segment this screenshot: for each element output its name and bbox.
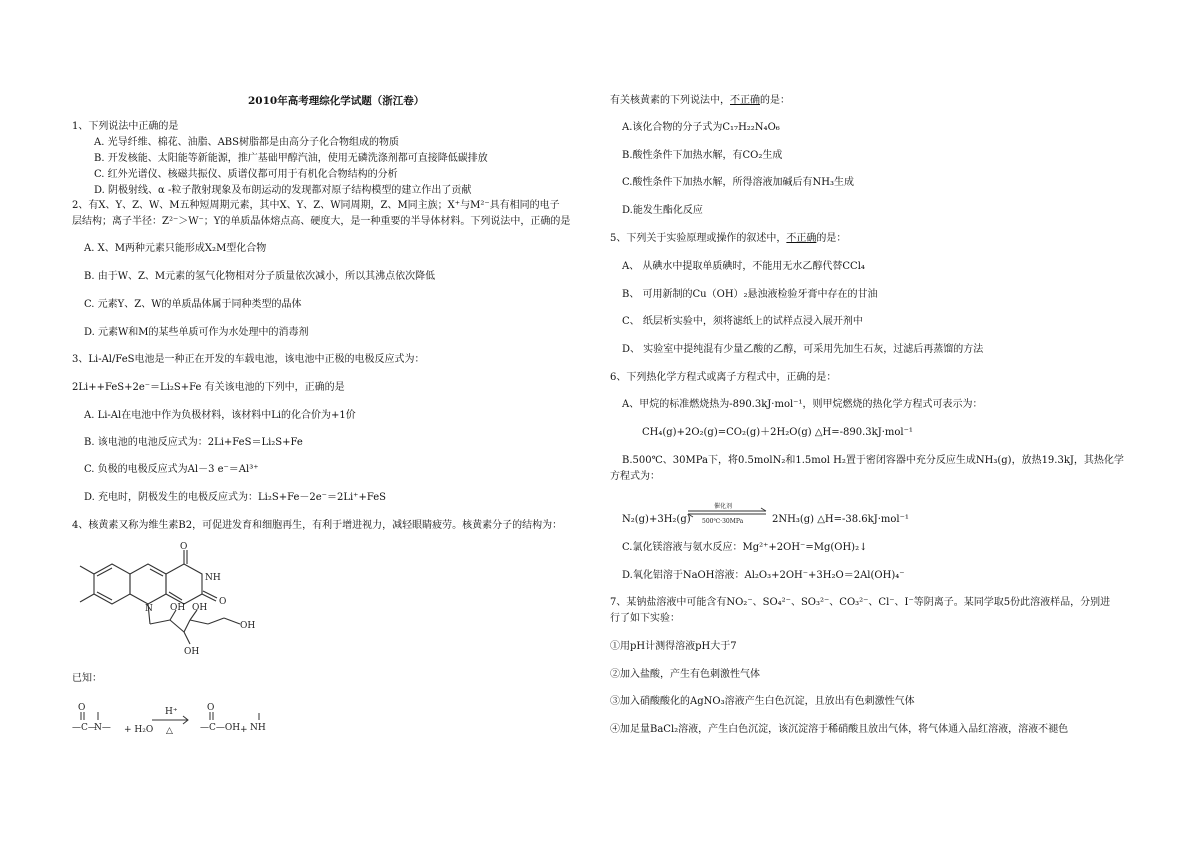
q6-option-d: D.氧化铝溶于NaOH溶液：Al₂O₃+2OH⁻+3H₂O＝2Al(OH)₄⁻ [622, 570, 905, 581]
atom-o-top: O [180, 542, 188, 552]
reactant-o: O [78, 703, 86, 713]
q2-stem-line1: 2、有X、Y、Z、W、M五种短周期元素，其中X、Y、Z、W同周期，Z、M同主族；X⁺与M²⁻具有相同的电子 [72, 200, 560, 211]
reactant-c: —C— [72, 723, 97, 733]
q6-option-a-equation: CH₄(g)+2O₂(g)=CO₂(g)＋2H₂O(g) △H=-890.3kJ·mol⁻¹ [642, 427, 913, 438]
q4-option-b: B.酸性条件下加热水解，有CO₂生成 [622, 150, 783, 161]
q4-intro: 有关核黄素的下列说法中，不正确的是： [610, 95, 790, 106]
q7-step-3: ③加入硝酸酸化的AgNO₃溶液产生白色沉淀，且放出有色刺激性气体 [610, 696, 915, 707]
q3-option-c: C. 负极的电极反应式为Al－3 e⁻＝Al³⁺ [84, 464, 259, 475]
reactant-n: N— [94, 723, 111, 733]
product-nh: NH [250, 723, 266, 733]
q3-equation: 2Li++FeS+2e⁻＝Li₂S+Fe 有关该电池的下列中，正确的是 [72, 382, 345, 393]
product-o: O [207, 703, 215, 713]
q6-option-a: A、甲烷的标准燃烧热为-890.3kJ·mol⁻¹，则甲烷燃烧的热化学方程式可表示为： [622, 399, 983, 410]
q5-option-d: D、 实验室中提纯混有少量乙酸的乙醇，可采用先加生石灰，过滤后再蒸馏的方法 [622, 344, 984, 355]
q3-option-b: B. 该电池的电池反应式为：2Li+FeS＝Li₂S+Fe [84, 437, 303, 448]
q2-option-d: D. 元素W和M的某些单质可作为水处理中的消毒剂 [84, 327, 309, 338]
q6-option-b-line2: 方程式为： [610, 471, 660, 482]
q4-intro-emphasis: 不正确 [730, 95, 760, 106]
q2-stem-line2: 层结构；离子半径：Z²⁻＞W⁻；Y的单质晶体熔点高、硬度大，是一种重要的半导体材料。下列说法中，正确的是 [72, 216, 571, 227]
q4-stem: 4、核黄素又称为维生素B2，可促进发育和细胞再生，有利于增进视力，减轻眼睛疲劳。核黄素分子的结构为： [72, 520, 563, 531]
atom-nh: NH [205, 573, 221, 583]
q5-option-a: A、 从碘水中提取单质碘时，不能用无水乙醇代替CCl₄ [622, 261, 865, 272]
reversible-arrow [686, 501, 768, 525]
q6-option-c: C.氯化镁溶液与氨水反应：Mg²⁺+2OH⁻=Mg(OH)₂↓ [622, 542, 868, 553]
q2-option-b: B. 由于W、Z、M元素的氢气化物相对分子质量依次减小，所以其沸点依次降低 [84, 271, 436, 282]
atom-oh-2: OH [192, 603, 208, 613]
page-title: 2010年高考理综化学试题（浙江卷） [248, 95, 425, 107]
atom-oh-3: OH [184, 647, 200, 657]
q6-option-b-right: 2NH₃(g) △H=-38.6kJ·mol⁻¹ [772, 514, 909, 525]
q1-option-a: A. 光导纤维、棉花、油脂、ABS树脂都是由高分子化合物组成的物质 [94, 137, 399, 148]
q7-step-2: ②加入盐酸，产生有色刺激性气体 [610, 669, 760, 680]
q2-option-a: A. X、M两种元素只能形成X₂M型化合物 [84, 243, 267, 254]
q7-stem-line2: 行了如下实验： [610, 613, 680, 624]
arrow-condition-top: 催化剂 [714, 503, 733, 510]
q4-known: 已知： [72, 673, 102, 684]
q4-option-a: A.该化合物的分子式为C₁₇H₂₂N₄O₆ [622, 122, 780, 133]
q7-stem-line1: 7、某钠盐溶液中可能含有NO₂⁻、SO₄²⁻、SO₃²⁻、CO₃²⁻、Cl⁻、I⁻等阴离子。某同学取5份此溶液样品，分别进 [610, 597, 1111, 608]
amide-hydrolysis-scheme [72, 700, 292, 742]
q5-stem-emphasis: 不正确 [786, 233, 817, 244]
product-acid: —C—OH [200, 723, 241, 733]
riboflavin-structure [72, 540, 262, 660]
q5-stem: 5、下列关于实验原理或操作的叙述中，不正确的是： [610, 233, 847, 244]
q2-option-c: C. 元素Y、Z、W的单质晶体属于同种类型的晶体 [84, 299, 302, 310]
q5-option-b: B、 可用新制的Cu（OH）₂悬浊液检验牙膏中存在的甘油 [622, 289, 878, 300]
q6-option-b-left: N₂(g)+3H₂(g) [622, 514, 691, 525]
q3-option-d: D. 充电时，阴极发生的电极反应式为：Li₂S+Fe－2e⁻＝2Li⁺+FeS [84, 492, 386, 503]
arrow-condition-bottom: 500℃·30MPa [702, 518, 744, 525]
catalyst-h: H⁺ [165, 707, 178, 717]
atom-n-ring: N [145, 604, 153, 614]
q3-stem: 3、Li-Al/FeS电池是一种正在开发的车载电池，该电池中正极的电极反应式为： [72, 354, 425, 365]
q7-step-4: ④加足量BaCl₂溶液，产生白色沉淀，该沉淀溶于稀硝酸且放出气体，将气体通入品红溶液，溶液不褪色 [610, 724, 1069, 735]
q7-step-1: ①用pH计测得溶液pH大于7 [610, 641, 737, 652]
atom-oh-4: OH [240, 621, 256, 631]
q1-option-b: B. 开发核能、太阳能等新能源，推广基础甲醇汽油，使用无磷洗涤剂都可直接降低碳排放 [94, 153, 488, 164]
q6-option-b-line1: B.500℃、30MPa下，将0.5molN₂和1.5mol H₂置于密闭容器中充分反应生成NH₃(g)，放热19.3kJ，其热化学 [622, 455, 1124, 466]
q4-option-c: C.酸性条件下加热水解，所得溶液加碱后有NH₃生成 [622, 177, 854, 188]
atom-o-right: O [219, 597, 227, 607]
q1-option-c: C. 红外光谱仪、核磁共振仪、质谱仪都可用于有机化合物结构的分析 [94, 169, 398, 180]
q1-option-d: D. 阴极射线、α -粒子散射现象及布朗运动的发现都对原子结构模型的建立作出了贡献 [94, 185, 472, 196]
q3-option-a: A. Li-Al在电池中作为负极材料，该材料中Li的化合价为+1价 [84, 410, 356, 421]
q6-stem: 6、下列热化学方程式或离子方程式中，正确的是： [610, 372, 837, 383]
atom-oh-1: OH [170, 603, 186, 613]
heat-symbol: △ [166, 726, 173, 736]
product-plus: + [240, 725, 248, 735]
q4-option-d: D.能发生酯化反应 [622, 205, 703, 216]
water: + H₂O [124, 725, 154, 735]
q1-stem: 1、下列说法中正确的是 [72, 121, 179, 132]
q5-option-c: C、 纸层析实验中，须将滤纸上的试样点浸入展开剂中 [622, 316, 863, 327]
